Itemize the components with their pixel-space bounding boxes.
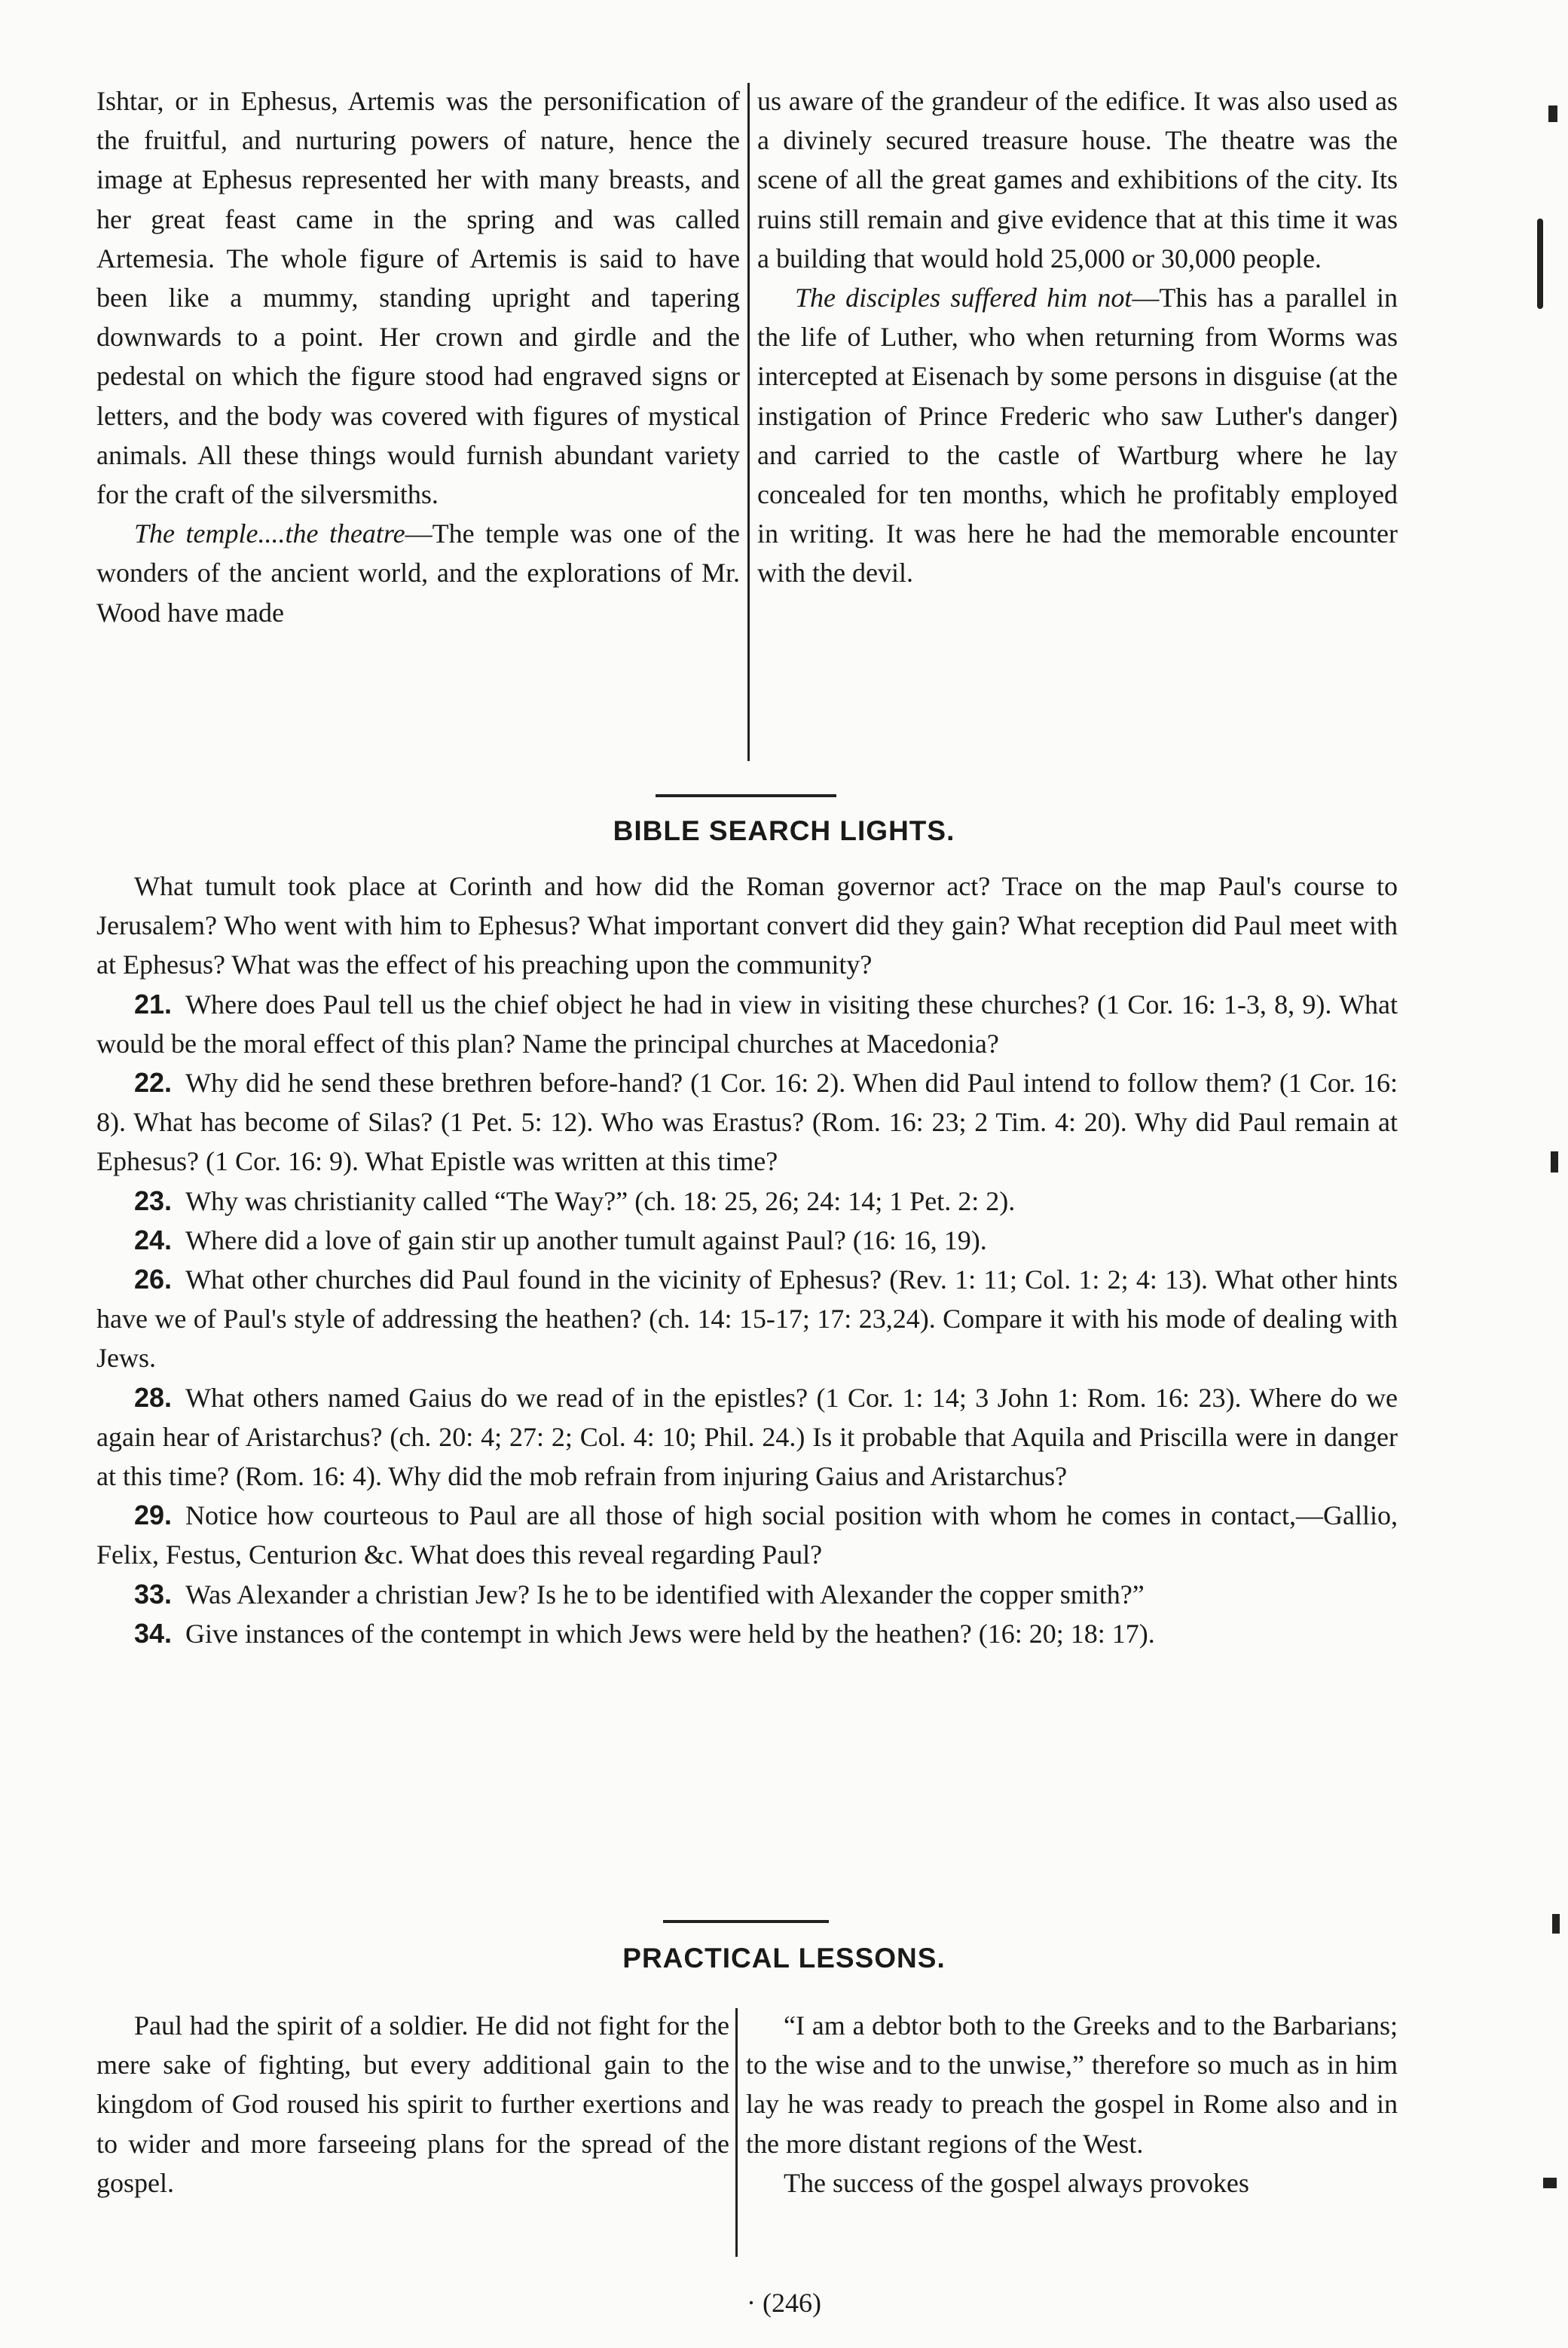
practical-right-column: [746, 2006, 1398, 2203]
question-text: Where did a love of gain stir up another tumult against Paul? (16: 16, 19).: [185, 1224, 987, 1255]
question-number: 28.: [134, 1381, 173, 1413]
paragraph: [757, 278, 1398, 593]
question-text: Why did he send these brethren before-hand? (1 Cor. 16: 2). When did Paul intend to follow them? (1 Cor. 16: 8). What has become of Silas? (1 Pet. 5: 12). Who was Erastus? (Rom. 16: 23; 2 Tim. 4: 20). Why did Paul remain at Ephesus? (1 Cor. 16: 9). What Epistle was written at this time?: [96, 1068, 1398, 1177]
top-left-column: [96, 81, 740, 632]
scan-artifact: [1537, 219, 1543, 309]
question-number: 26.: [134, 1264, 173, 1295]
bible-search-section: [96, 867, 1398, 1653]
section-rule: [663, 1920, 829, 1923]
paragraph-text: —The temple was one of the wonders of the ancient world, and the explorations of Mr. Wood have made: [96, 518, 740, 628]
scan-artifact: [1551, 1151, 1558, 1172]
paragraph: us aware of the grandeur of the edifice. It was also used as a divinely secured treasure house. The theatre was the scene of all the great games and exhibitions of the city. Its ruins still remain and give evidence that at this time it was a building that would hold 25,000 or 30,000 people.: [757, 86, 1398, 274]
italic-phrase: The temple....the theatre: [134, 518, 405, 549]
paragraph: [96, 514, 740, 632]
section-heading: BIBLE SEARCH LIGHTS.: [613, 815, 955, 846]
question-item: [96, 1575, 1398, 1614]
paragraph-text: —This has a parallel in the life of Luther, who when returning from Worms was intercepted at Eisenach by some persons in disguise (at the instigation of Prince Frederic who saw Luther's danger) and carried to the castle of Wartburg where he lay concealed for ten months, which he profitably employed in writing. It was here he had the memorable encounter with the devil.: [757, 283, 1398, 589]
question-text: Why was christianity called “The Way?” (ch. 18: 25, 26; 24: 14; 1 Pet. 2: 2).: [185, 1185, 1016, 1216]
question-item: [96, 1063, 1398, 1182]
question-text: What others named Gaius do we read of in the epistles? (1 Cor. 1: 14; 3 John 1: Rom. 16: 23). Where do we again hear of Aristarchus? (ch. 20: 4; 27: 2; Col. 4: 10; Phil. 24.) Is it probable that Aquila and Priscilla were in danger at this time? (Rom. 16: 4). Why did the mob refrain from injuring Gaius and Aristarchus?: [96, 1382, 1398, 1492]
question-text: Was Alexander a christian Jew? Is he to be identified with Alexander the copper smith?”: [185, 1579, 1145, 1610]
question-number: 33.: [134, 1578, 173, 1610]
question-number: 22.: [134, 1067, 173, 1099]
question-item: [96, 1182, 1398, 1221]
question-number: 34.: [134, 1617, 173, 1649]
section-rule: [656, 794, 836, 797]
question-item: [96, 985, 1398, 1063]
question-text: What other churches did Paul found in the vicinity of Ephesus? (Rev. 1: 11; Col. 1: 2; 4: 13). What other hints have we of Paul's style of addressing the heathen? (ch. 14: 15-17; 17: 23,24). Compare it with his mode of dealing with Jews.: [96, 1264, 1398, 1374]
practical-left-column: [96, 2006, 729, 2203]
section-heading: PRACTICAL LESSONS.: [622, 1943, 946, 1973]
intro-paragraph: What tumult took place at Corinth and how did the Roman governor act? Trace on the map Paul's course to Jerusalem? Who went with him to Ephesus? What important convert did they gain? What reception did Paul meet with at Ephesus? What was the effect of his preaching upon the community?: [96, 871, 1398, 980]
question-text: Where does Paul tell us the chief object he had in view in visiting these churches? (1 Cor. 16: 1-3, 8, 9). What would be the moral effect of this plan? Name the principal churches at Macedonia?: [96, 989, 1398, 1059]
question-item: [96, 1260, 1398, 1378]
italic-phrase: The disciples suffered him not: [795, 283, 1132, 313]
scan-artifact: [1543, 2178, 1557, 2188]
top-right-column: [757, 81, 1398, 593]
paragraph: Paul had the spirit of a soldier. He did not fight for the mere sake of fighting, but every additional gain to the kingdom of God roused his spirit to further exertions and to wider and more farseeing plans for the spread of the gospel.: [96, 2010, 729, 2198]
question-text: Give instances of the contempt in which Jews were held by the heathen? (16: 20; 18: 17).: [185, 1618, 1155, 1649]
paragraph: Ishtar, or in Ephesus, Artemis was the personification of the fruitful, and nurturing powers of nature, hence the image at Ephesus represented her with many breasts, and her great feast came in the spring and was called Artemesia. The whole figure of Artemis is said to have been like a mummy, standing upright and tapering downwards to a point. Her crown and girdle and the pedestal on which the figure stood had engraved signs or letters, and the body was covered with figures of mystical animals. All these things would furnish abundant variety for the craft of the silversmiths.: [96, 86, 740, 510]
paragraph: The success of the gospel always provokes: [784, 2167, 1249, 2198]
scan-artifact: [1552, 1914, 1560, 1934]
question-number: 23.: [134, 1185, 173, 1216]
paragraph: “I am a debtor both to the Greeks and to the Barbarians; to the wise and to the unwise,” therefore so much as in him lay he was ready to preach the gospel in Rome also and in the more distant regions of the West.: [746, 2010, 1398, 2159]
page-number: · (246): [747, 2288, 821, 2318]
question-item: [96, 1614, 1398, 1653]
column-divider: [747, 83, 750, 761]
question-number: 21.: [134, 988, 173, 1020]
question-text: Notice how courteous to Paul are all those of high social position with whom he comes in contact,—Gallio, Felix, Festus, Centurion &c. What does this reveal regarding Paul?: [96, 1500, 1398, 1570]
column-divider: [735, 2008, 738, 2257]
question-number: 24.: [134, 1224, 173, 1255]
scan-artifact: [1548, 105, 1557, 122]
question-number: 29.: [134, 1500, 173, 1531]
question-item: [96, 1221, 1398, 1260]
question-item: [96, 1378, 1398, 1497]
question-item: [96, 1496, 1398, 1574]
